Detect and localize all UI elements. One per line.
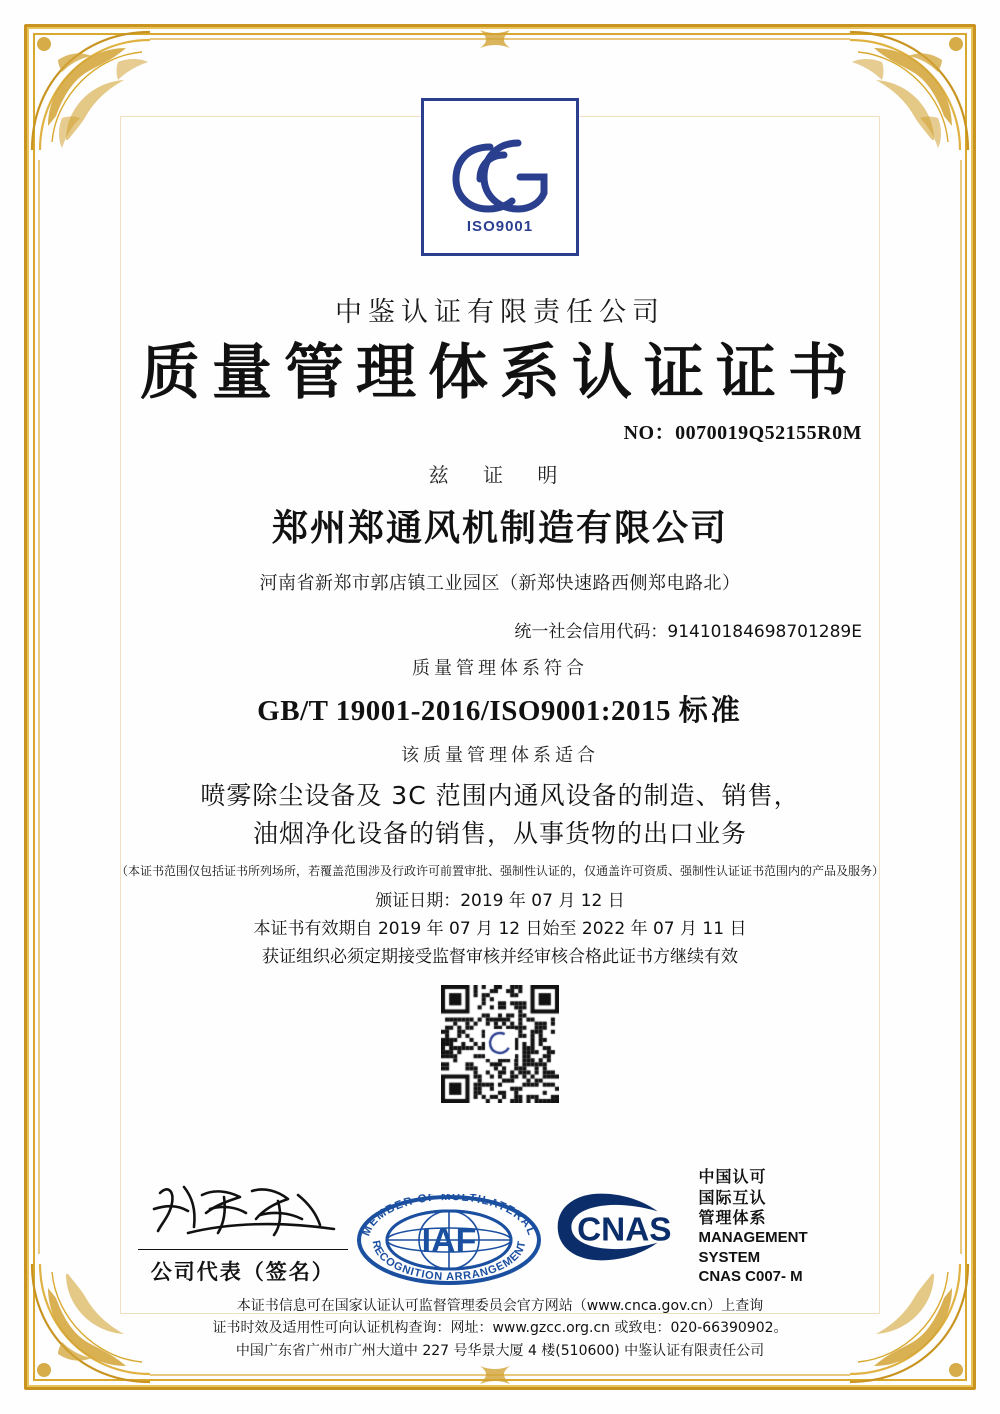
cnas-text: CNAS [576,1211,672,1249]
cnas-en-line-1: MANAGEMENT SYSTEM [698,1229,808,1266]
qr-code [441,985,559,1103]
cnas-en-line-2: CNAS C007- M [698,1267,803,1285]
cnas-cn-line-2: 国际互认 [698,1187,767,1207]
iaf-top-text: MEMBER OF MULTILATERAL [359,1194,538,1238]
standard-line [0,688,1000,729]
issue-date: 颁证日期：2019 年 07 月 12 日 [375,891,625,911]
scope-text [0,777,1000,852]
standard-code: GB/T 19001-2016/ISO9001:2015 [257,695,672,727]
scope-label: 该质量管理体系适合 [401,745,599,766]
certificate-number-value: 0070019Q52155R0M [675,422,862,444]
iaf-center-text: IAF [421,1222,476,1260]
credit-code-label: 统一社会信用代码： [514,622,668,642]
date-block [0,887,1000,971]
cnas-cn-line-1: 中国认可 [698,1167,767,1187]
iaf-bottom-text: RECOGNITION ARRANGEMENT [369,1239,528,1284]
signature-image [130,1175,356,1247]
standard-suffix: 标准 [678,693,743,727]
footer-text [0,1295,1000,1362]
company-address: 河南省新郑市郭店镇工业园区（新郑快速路西侧郑电路北） [259,573,741,594]
scope-line-1: 喷雾除尘设备及 3C 范围内通风设备的制造、销售， [200,781,800,810]
certificate-number [0,416,1000,445]
cqc-logo [421,98,579,256]
scope-line-2: 油烟净化设备的销售，从事货物的出口业务 [252,818,747,848]
iso-logo-text: ISO9001 [466,218,534,235]
signature-label: 公司代表（签名） [150,1260,335,1284]
footer-line-3: 中国广东省广州市广州大道中 227 号华景大厦 4 楼(510600) 中鉴认证有限责任公司 [235,1342,765,1359]
signature-line [138,1249,348,1250]
cnas-logo-group [542,1167,870,1286]
cnas-mark-icon [542,1187,691,1267]
validity-period: 本证书有效期自 2019 年 07 月 12 日始至 2022 年 07 月 11 日 [253,919,747,940]
company-name: 郑州郑通风机制造有限公司 [271,508,728,549]
credit-code [0,617,1000,642]
cnas-caption [698,1167,870,1286]
footer-line-1: 本证书信息可在国家认证认可监督管理委员会官方网站（www.cnca.gov.cn）上查询 [236,1297,764,1314]
conformance-label: 质量管理体系符合 [412,658,588,679]
iaf-logo [356,1194,542,1286]
page-title: 质量管理体系认证证书 [140,338,860,408]
hereby-certify-text: 兹 证 明 [428,463,572,487]
surveillance-note: 获证组织必须定期接受监督审核并经审核合格此证书方继续有效 [262,947,738,968]
footer-line-2: 证书时效及适用性可向认证机构查询：网址：www.gzcc.org.cn 或致电：020-66390902。 [212,1320,788,1337]
signature-block [130,1175,356,1286]
certificate-number-label: NO： [623,422,676,444]
credit-code-value: 91410184698701289E [667,622,862,642]
signature-and-accreditation-row [130,1167,870,1286]
cnas-cn-line-3: 管理体系 [698,1207,767,1227]
scope-note: （本证书范围仅包括证书所列场所，若覆盖范围涉及行政许可前置审批、强制性认证的，仅通盖许可资质、强制性认证证书范围内的产品及服务） [115,864,884,878]
issuer-name: 中鉴认证有限责任公司 [335,297,665,328]
